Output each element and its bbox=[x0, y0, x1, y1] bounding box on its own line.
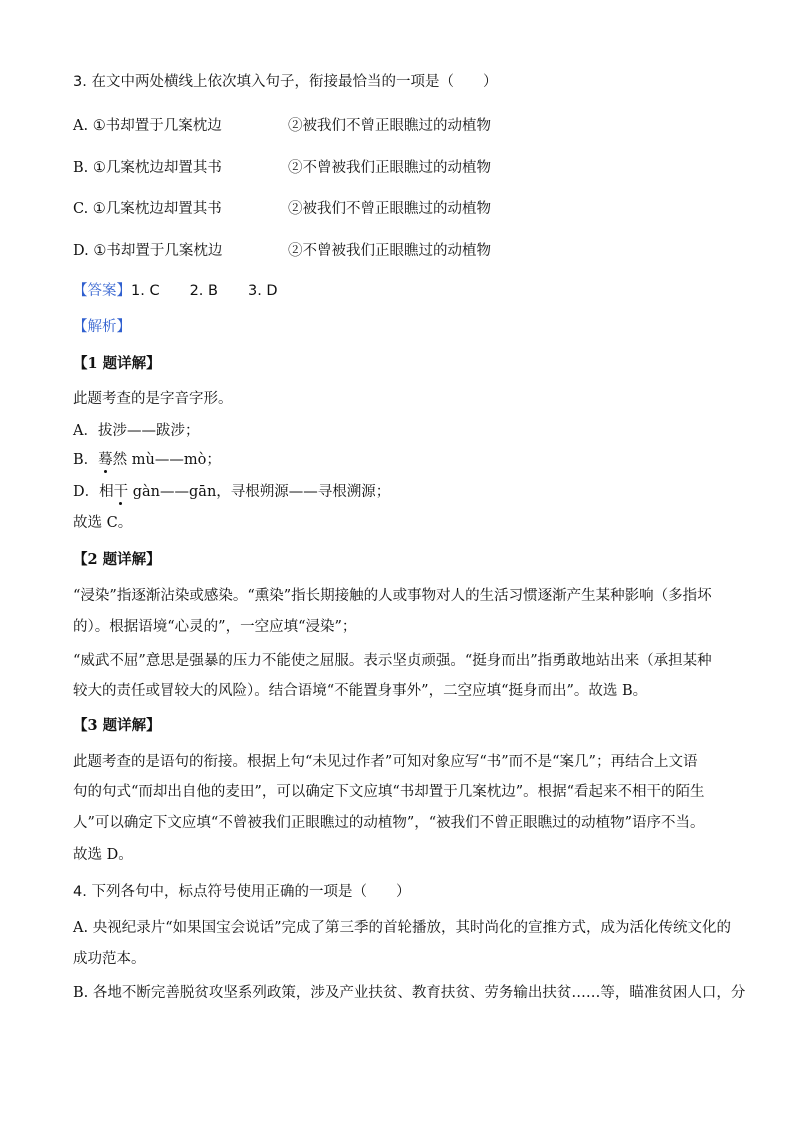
q3-option-d-second: ②不曾被我们正眼瞧过的动植物 bbox=[288, 243, 491, 259]
detail-2-line: 较大的责任或冒较大的风险）。结合语境“不能置身事外”，二空应填“挺身而出”。故选 B。 bbox=[73, 683, 648, 699]
q4-option-a-line: A. 央视纪录片“如果国宝会说话”完成了第三季的首轮播放，其时尚化的宣推方式，成为活化传统文化的 bbox=[73, 920, 732, 936]
option-first: ①书却置于几案枕边 bbox=[93, 243, 223, 259]
detail-1-item-a: A．拔涉——跋涉； bbox=[73, 423, 200, 439]
option-first: ①几案枕边却置其书 bbox=[92, 201, 222, 217]
q3-option-b bbox=[73, 156, 222, 177]
emphasized-char: 蓦 bbox=[98, 452, 113, 468]
detail-3-heading: 【3 题详解】 bbox=[73, 717, 161, 734]
detail-2-heading: 【2 题详解】 bbox=[73, 551, 161, 568]
answer-item: 2. B bbox=[189, 283, 218, 299]
detail-1-item-d bbox=[73, 482, 390, 502]
q3-option-d bbox=[73, 239, 222, 260]
q3-option-a bbox=[73, 114, 222, 135]
detail-1-conclusion: 故选 C。 bbox=[73, 515, 133, 531]
detail-2-line: “浸染”指逐渐沾染或感染。“熏染”指长期接触的人或事物对人的生活习惯逐渐产生某种影响（多指坏 bbox=[73, 588, 712, 604]
answer-item: 1. C bbox=[131, 283, 160, 299]
item-prefix: D．相 bbox=[73, 484, 114, 500]
item-rest: 然 mù——mò； bbox=[112, 452, 221, 468]
q4-option-a-line: 成功范本。 bbox=[73, 951, 146, 967]
question-4-stem: 4. 下列各句中，标点符号使用正确的一项是（ ） bbox=[73, 884, 411, 900]
question-3-stem: 3. 在文中两处横线上依次填入句子，衔接最恰当的一项是（ ） bbox=[73, 74, 498, 90]
q3-option-a-second: ②被我们不曾正眼瞧过的动植物 bbox=[288, 118, 491, 134]
item-prefix: B． bbox=[73, 452, 99, 468]
detail-1-intro: 此题考查的是字音字形。 bbox=[73, 391, 233, 407]
q3-option-b-second: ②不曾被我们正眼瞧过的动植物 bbox=[288, 160, 491, 176]
option-first: ①几案枕边却置其书 bbox=[92, 160, 222, 176]
option-label: D. bbox=[73, 243, 89, 259]
emphasized-char: 干 bbox=[113, 484, 129, 500]
detail-1-item-b bbox=[73, 450, 221, 470]
answer-label: 【答案】 bbox=[73, 283, 131, 299]
detail-3-line: 此题考查的是语句的衔接。根据上句“未见过作者”可知对象应写“书”而不是“案几”；再结合上文语 bbox=[73, 754, 698, 770]
item-rest: gàn——gān，寻根朔源——寻根溯源； bbox=[128, 484, 391, 500]
answer-item: 3. D bbox=[247, 283, 278, 299]
detail-1-heading: 【1 题详解】 bbox=[73, 355, 161, 372]
q4-option-b-line: B. 各地不断完善脱贫攻坚系列政策，涉及产业扶贫、教育扶贫、劳务输出扶贫……等，瞄准贫困人口，分 bbox=[73, 985, 746, 1001]
detail-3-line: 句的句式“而却出自他的麦田”，可以确定下文应填“书却置于几案枕边”。根据“看起来不相干的陌生 bbox=[73, 784, 705, 800]
detail-3-line: 人”可以确定下文应填“不曾被我们正眼瞧过的动植物”，“被我们不曾正眼瞧过的动植物”语序不当。 bbox=[73, 815, 705, 831]
detail-2-line: 的）。根据语境“心灵的”，一空应填“浸染”； bbox=[73, 619, 357, 635]
detail-3-line: 故选 D。 bbox=[73, 847, 133, 863]
q3-option-c-second: ②被我们不曾正眼瞧过的动植物 bbox=[288, 201, 491, 217]
option-first: ①书却置于几案枕边 bbox=[92, 118, 222, 134]
option-label: C. bbox=[73, 201, 89, 217]
q3-option-c bbox=[73, 197, 222, 218]
analysis-label: 【解析】 bbox=[73, 319, 131, 335]
answer-line bbox=[73, 281, 278, 301]
option-label: B. bbox=[73, 160, 89, 176]
option-label: A. bbox=[73, 118, 89, 134]
detail-2-line: “威武不屈”意思是强暴的压力不能使之屈服。表示坚贞顽强。“挺身而出”指勇敢地站出来（承担某种 bbox=[73, 653, 712, 669]
